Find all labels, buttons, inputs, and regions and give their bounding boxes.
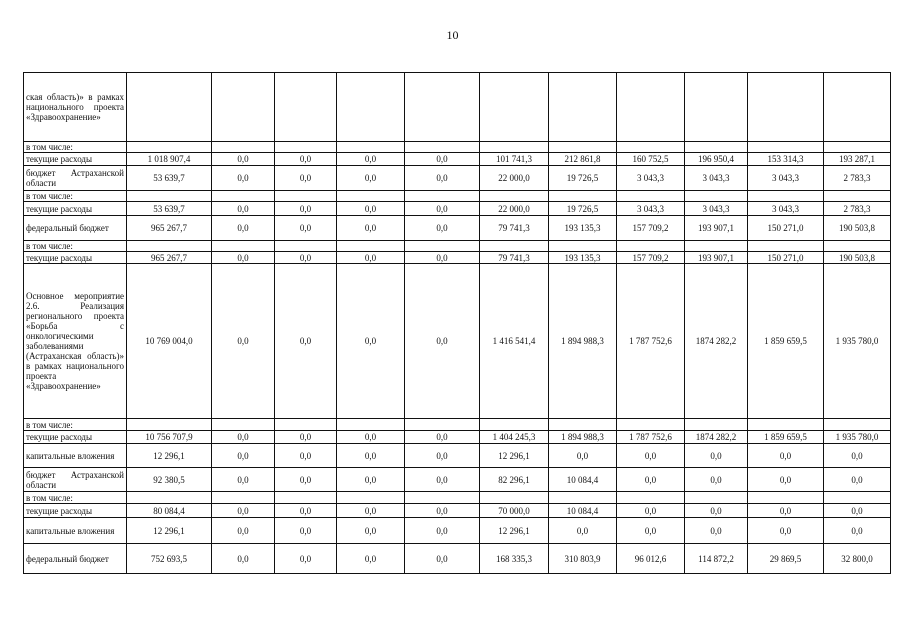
table-cell [480,191,549,202]
table-cell [480,241,549,252]
table-cell: 157 709,2 [617,216,685,241]
table-row [24,241,891,252]
table-cell: 0,0 [275,468,337,492]
table-row [24,252,891,264]
table-cell [405,191,480,202]
table-cell [275,241,337,252]
row-label: бюджет Астраханской области [24,166,127,191]
table-row [24,73,891,142]
table-cell: 0,0 [337,518,405,544]
table-cell: 193 907,1 [685,252,748,264]
table-cell [824,419,891,431]
table-cell [212,492,275,504]
table-cell: 0,0 [685,504,748,518]
table-cell [480,419,549,431]
table-cell: 168 335,3 [480,544,549,574]
table-cell: 0,0 [405,468,480,492]
table-cell [748,419,824,431]
row-label: в том числе: [24,191,127,202]
table-cell: 193 287,1 [824,153,891,166]
table-cell: 1 935 780,0 [824,264,891,419]
table-cell: 0,0 [405,216,480,241]
table-cell: 0,0 [275,166,337,191]
table-cell: 1 859 659,5 [748,431,824,444]
table-cell: 70 000,0 [480,504,549,518]
table-cell [549,492,617,504]
table-cell [275,492,337,504]
table-cell: 53 639,7 [127,202,212,216]
table-cell: 0,0 [212,153,275,166]
table-row [24,153,891,166]
table-cell: 965 267,7 [127,252,212,264]
table-cell [748,191,824,202]
table-cell [824,492,891,504]
table-cell: 150 271,0 [748,216,824,241]
table-row [24,191,891,202]
table-cell: 190 503,8 [824,252,891,264]
table-cell: 0,0 [824,468,891,492]
row-label: текущие расходы [24,252,127,264]
table-cell [337,73,405,142]
table-row [24,264,891,419]
table-cell: 157 709,2 [617,252,685,264]
table-cell: 0,0 [212,518,275,544]
table-cell: 0,0 [405,264,480,419]
table-cell: 82 296,1 [480,468,549,492]
table-cell [617,73,685,142]
row-label: капитальные вложения [24,444,127,468]
table-cell: 0,0 [212,166,275,191]
table-cell: 0,0 [617,468,685,492]
table-cell: 0,0 [212,252,275,264]
row-label: федеральный бюджет [24,544,127,574]
table-row [24,492,891,504]
table-cell: 0,0 [212,431,275,444]
table-cell: 310 803,9 [549,544,617,574]
row-label: в том числе: [24,419,127,431]
table-cell: 0,0 [405,431,480,444]
table-row [24,216,891,241]
row-label: текущие расходы [24,202,127,216]
row-label: в том числе: [24,142,127,153]
table-cell [405,241,480,252]
table-cell: 10 756 707,9 [127,431,212,444]
table-cell: 12 296,1 [127,444,212,468]
table-row [24,504,891,518]
table-cell [549,142,617,153]
table-cell [212,419,275,431]
table-cell: 1874 282,2 [685,264,748,419]
table-cell: 193 135,3 [549,252,617,264]
table-cell: 190 503,8 [824,216,891,241]
table-cell [212,142,275,153]
table-cell [275,142,337,153]
table-row [24,142,891,153]
table-cell: 0,0 [337,252,405,264]
table-cell [337,142,405,153]
table-cell [824,241,891,252]
table-row [24,518,891,544]
table-cell: 0,0 [405,166,480,191]
row-label: в том числе: [24,241,127,252]
table-cell: 1 894 988,3 [549,431,617,444]
table-cell: 196 950,4 [685,153,748,166]
table-cell [549,73,617,142]
table-cell [685,142,748,153]
table-cell: 0,0 [212,444,275,468]
table-row [24,431,891,444]
table-cell: 0,0 [212,504,275,518]
table-cell [127,142,212,153]
table-cell: 0,0 [405,202,480,216]
table-cell: 0,0 [275,216,337,241]
table-cell [549,241,617,252]
table-cell [617,419,685,431]
table-cell: 10 084,4 [549,468,617,492]
table-cell [275,191,337,202]
table-cell [127,492,212,504]
table-cell [824,191,891,202]
row-label: текущие расходы [24,153,127,166]
table-cell: 80 084,4 [127,504,212,518]
row-label: текущие расходы [24,431,127,444]
table-cell [480,73,549,142]
table-cell: 0,0 [549,518,617,544]
table-cell: 3 043,3 [617,202,685,216]
table-body [24,73,891,574]
table-cell: 0,0 [212,264,275,419]
table-cell: 12 296,1 [127,518,212,544]
row-label: в том числе: [24,492,127,504]
table-cell: 0,0 [405,518,480,544]
row-label: бюджет Астраханской области [24,468,127,492]
table-cell [212,191,275,202]
table-cell: 10 769 004,0 [127,264,212,419]
table-cell: 0,0 [824,518,891,544]
table-cell: 160 752,5 [617,153,685,166]
table-cell [212,241,275,252]
table-cell: 0,0 [337,504,405,518]
table-cell: 212 861,8 [549,153,617,166]
page-number: 10 [446,28,459,42]
table-cell: 12 296,1 [480,444,549,468]
table-row [24,544,891,574]
table-cell: 0,0 [405,444,480,468]
table-cell: 1 787 752,6 [617,264,685,419]
table-cell: 19 726,5 [549,166,617,191]
table-cell [617,142,685,153]
table-cell: 0,0 [337,544,405,574]
table-cell [480,492,549,504]
table-cell: 101 741,3 [480,153,549,166]
table-cell [405,73,480,142]
row-label: ская область)» в рамках национального проекта «Здравоохранение» [24,73,127,142]
table-cell: 0,0 [275,518,337,544]
table-cell [127,191,212,202]
table-cell: 2 783,3 [824,166,891,191]
table-cell: 29 869,5 [748,544,824,574]
table-cell [337,241,405,252]
table-cell: 0,0 [337,202,405,216]
table-cell [405,142,480,153]
table-cell: 0,0 [337,468,405,492]
table-cell [685,492,748,504]
table-cell: 1 787 752,6 [617,431,685,444]
row-label: текущие расходы [24,504,127,518]
table-cell: 0,0 [405,252,480,264]
table-cell [337,419,405,431]
table-cell: 0,0 [549,444,617,468]
table-cell: 1 894 988,3 [549,264,617,419]
table-cell: 0,0 [212,468,275,492]
table-cell: 22 000,0 [480,202,549,216]
table-cell: 0,0 [275,544,337,574]
table-cell: 0,0 [685,518,748,544]
table-cell: 0,0 [824,444,891,468]
table-cell: 0,0 [337,166,405,191]
table-cell [337,191,405,202]
table-cell: 0,0 [748,518,824,544]
table-row [24,419,891,431]
table-cell [617,241,685,252]
table-cell: 22 000,0 [480,166,549,191]
table-cell: 0,0 [275,252,337,264]
table-cell: 0,0 [685,444,748,468]
table-cell: 0,0 [337,444,405,468]
table-cell [549,419,617,431]
table-cell [685,419,748,431]
table-cell: 0,0 [748,504,824,518]
table-cell: 19 726,5 [549,202,617,216]
table-cell [549,191,617,202]
table-cell: 1 935 780,0 [824,431,891,444]
table-cell [685,241,748,252]
table-cell: 1 404 245,3 [480,431,549,444]
table-row [24,202,891,216]
table-cell: 3 043,3 [748,166,824,191]
table-cell: 193 135,3 [549,216,617,241]
table-cell: 3 043,3 [685,166,748,191]
table-cell: 2 783,3 [824,202,891,216]
table-row [24,444,891,468]
table-cell: 0,0 [617,518,685,544]
table-cell [405,492,480,504]
table-cell: 752 693,5 [127,544,212,574]
table-cell [824,142,891,153]
table-cell: 0,0 [212,216,275,241]
table-cell: 32 800,0 [824,544,891,574]
table-cell: 0,0 [337,153,405,166]
table-cell [617,191,685,202]
table-cell: 3 043,3 [748,202,824,216]
table-cell [127,241,212,252]
table-cell: 0,0 [748,468,824,492]
table-cell: 53 639,7 [127,166,212,191]
table-cell: 0,0 [405,544,480,574]
table-cell [405,419,480,431]
row-label: федеральный бюджет [24,216,127,241]
table-cell: 0,0 [337,264,405,419]
table-cell: 3 043,3 [617,166,685,191]
table-cell [685,191,748,202]
table-cell: 0,0 [275,153,337,166]
table-cell: 0,0 [337,216,405,241]
table-cell: 0,0 [405,504,480,518]
table-cell: 193 907,1 [685,216,748,241]
table-cell [337,492,405,504]
table-cell: 0,0 [212,202,275,216]
table-cell [748,492,824,504]
table-cell: 0,0 [275,504,337,518]
table-cell: 79 741,3 [480,252,549,264]
table-cell [212,73,275,142]
table-cell [127,73,212,142]
table-cell: 0,0 [685,468,748,492]
table-cell [275,419,337,431]
row-label: Основное мероприятие 2.6. Реализация регионального проекта «Борьба с онкологическими заболеваниями (Астраханская область)» в рамках национального проекта «Здравоохранение» [24,264,127,419]
table-cell: 92 380,5 [127,468,212,492]
table-cell [127,419,212,431]
table-cell [685,73,748,142]
table-cell: 3 043,3 [685,202,748,216]
table-cell: 1874 282,2 [685,431,748,444]
table-cell [275,73,337,142]
table-cell: 150 271,0 [748,252,824,264]
table-cell: 0,0 [617,504,685,518]
table-cell: 0,0 [617,444,685,468]
table-cell: 79 741,3 [480,216,549,241]
table-cell: 0,0 [405,153,480,166]
table-cell: 0,0 [212,544,275,574]
table-cell [748,241,824,252]
table-cell [480,142,549,153]
table-cell [748,73,824,142]
table-cell: 0,0 [275,444,337,468]
row-label: капитальные вложения [24,518,127,544]
table-cell [617,492,685,504]
table-row [24,468,891,492]
table-cell: 0,0 [748,444,824,468]
table-cell: 10 084,4 [549,504,617,518]
table-cell [748,142,824,153]
table-row [24,166,891,191]
table-cell: 96 012,6 [617,544,685,574]
table-cell: 1 416 541,4 [480,264,549,419]
table-cell: 12 296,1 [480,518,549,544]
table-cell: 114 872,2 [685,544,748,574]
table-cell: 1 018 907,4 [127,153,212,166]
budget-table [23,72,891,574]
table-cell: 0,0 [275,202,337,216]
table-cell: 0,0 [275,264,337,419]
table-cell: 965 267,7 [127,216,212,241]
table-cell: 1 859 659,5 [748,264,824,419]
table-cell [824,73,891,142]
table-cell: 153 314,3 [748,153,824,166]
table-cell: 0,0 [824,504,891,518]
table-cell: 0,0 [337,431,405,444]
table-cell: 0,0 [275,431,337,444]
